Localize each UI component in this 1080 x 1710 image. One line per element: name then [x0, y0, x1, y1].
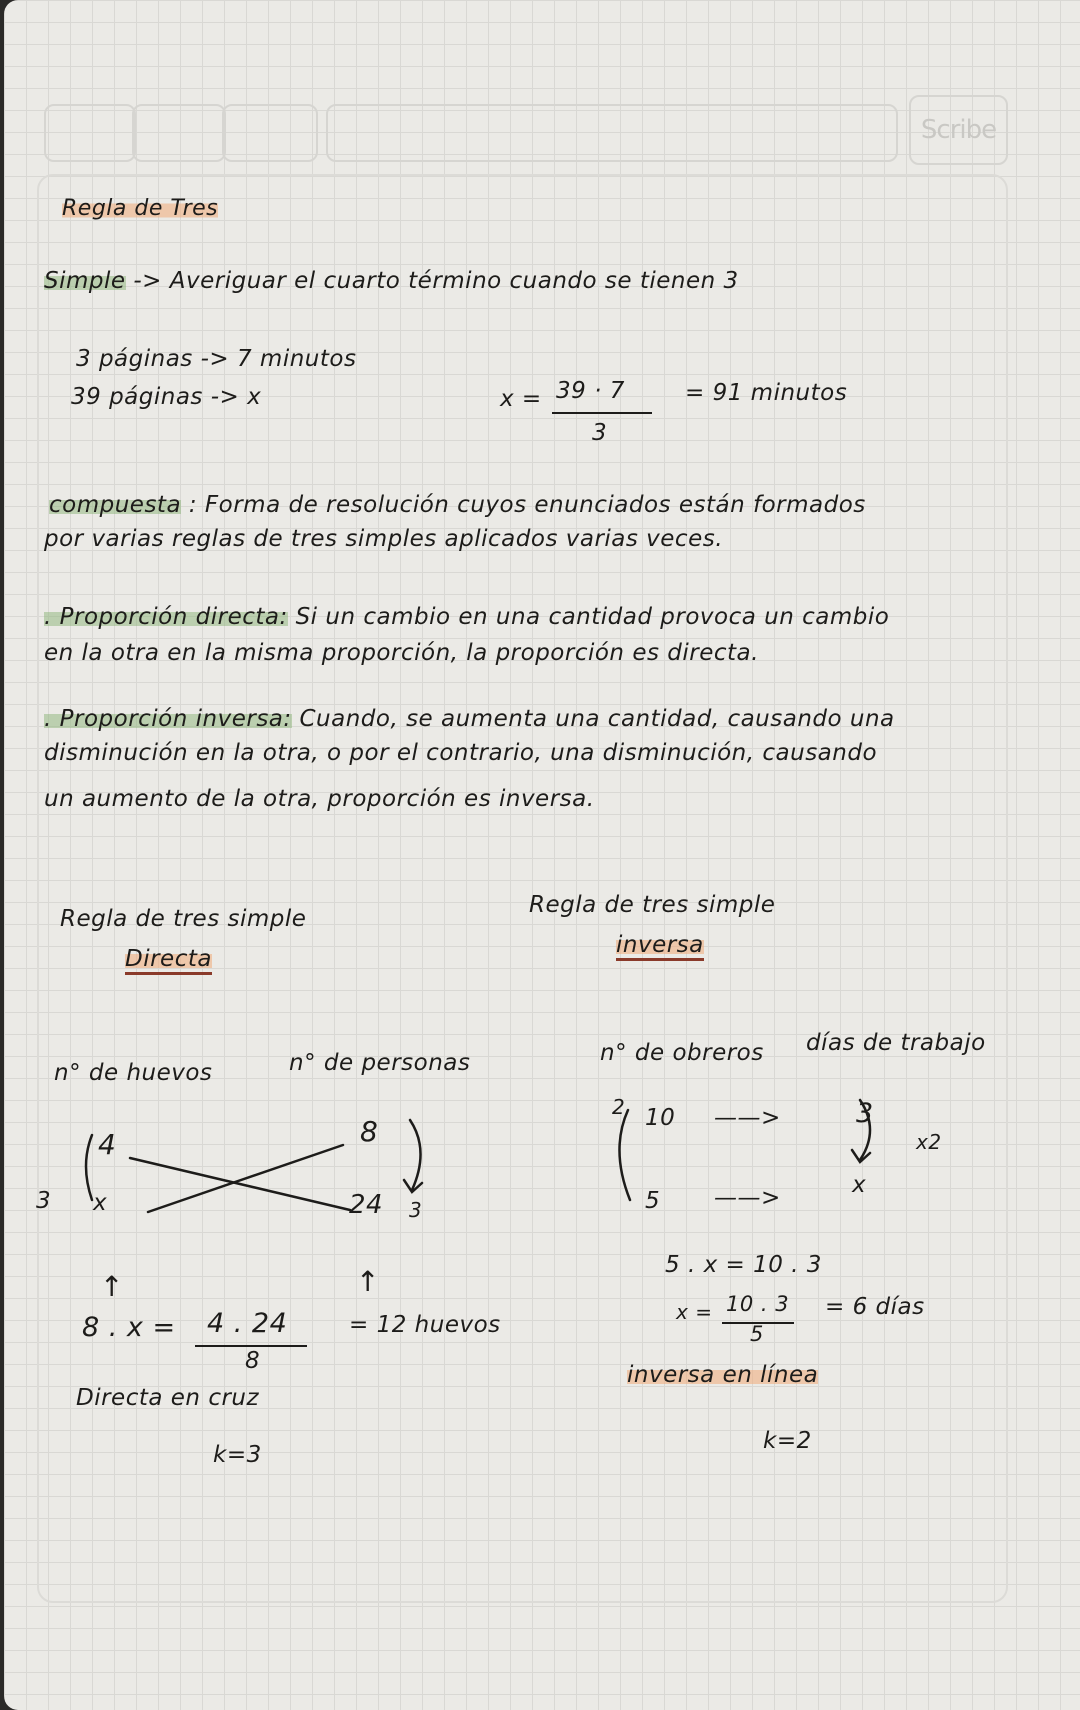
- factor: x2: [916, 1130, 942, 1154]
- sub: inversa: [616, 932, 704, 961]
- equation-result: = 6 días: [825, 1294, 925, 1320]
- constant-k: k=2: [763, 1428, 812, 1454]
- compuesta-line: por varias reglas de tres simples aplicados varias veces.: [44, 526, 724, 552]
- arrow-up-icon: ↑: [356, 1265, 380, 1298]
- constant-k: k=3: [213, 1442, 262, 1468]
- column-label: n° de huevos: [54, 1060, 213, 1086]
- value: x: [852, 1172, 867, 1198]
- left-heading: Regla de tres simple: [60, 906, 307, 932]
- value: 2: [612, 1095, 626, 1119]
- value: 5: [645, 1188, 661, 1214]
- bracket-arrow: [404, 1120, 422, 1192]
- fraction-denominator: 8: [245, 1348, 261, 1374]
- value: 3: [409, 1198, 423, 1222]
- equation-lhs: x =: [676, 1300, 713, 1324]
- simple-text: Averiguar el cuarto término cuando se tienen 3: [169, 268, 739, 294]
- column-label: n° de obreros: [600, 1040, 764, 1066]
- arrow: ——>: [714, 1185, 781, 1211]
- simple-line: [44, 268, 739, 294]
- directa-definition: en la otra en la misma proporción, la proporción es directa.: [44, 640, 759, 666]
- value: x: [93, 1190, 108, 1216]
- inversa-definition: un aumento de la otra, proporción es inversa.: [44, 786, 595, 812]
- label: . Proporción directa:: [44, 604, 288, 630]
- right-heading: Regla de tres simple: [529, 892, 776, 918]
- right-subheading: [616, 932, 704, 958]
- value: 3: [856, 1098, 874, 1129]
- compuesta-line: [49, 492, 866, 518]
- method-label: Directa en cruz: [76, 1385, 260, 1411]
- label: . Proporción inversa:: [44, 706, 292, 732]
- fraction-denominator: 3: [592, 420, 608, 446]
- method-label: [627, 1362, 818, 1388]
- value: 4: [98, 1128, 117, 1161]
- method: inversa en línea: [627, 1362, 819, 1388]
- fraction-bar: [552, 412, 652, 414]
- left-subheading: [125, 946, 212, 972]
- compuesta-label: compuesta: [49, 492, 182, 518]
- fraction-numerator: 10 . 3: [726, 1292, 790, 1316]
- simple-label: Simple: [44, 268, 126, 294]
- page-title: Regla de Tres: [62, 196, 219, 221]
- arrow: ->: [133, 268, 162, 294]
- value: 8: [360, 1115, 379, 1148]
- column-label: n° de personas: [289, 1050, 471, 1076]
- inversa-definition: disminución en la otra, o por el contrario, una disminución, causando: [44, 740, 878, 766]
- example-row: 39 páginas -> x: [71, 384, 262, 410]
- equation-lhs: x =: [500, 386, 542, 412]
- bracket-left: [86, 1135, 92, 1200]
- fraction-bar: [195, 1345, 307, 1347]
- inversa-definition: [44, 706, 895, 732]
- text: Cuando, se aumenta una cantidad, causando una: [299, 706, 895, 732]
- example-row: 3 páginas -> 7 minutos: [76, 346, 357, 372]
- value: 10: [645, 1105, 676, 1131]
- sub: Directa: [125, 946, 212, 975]
- value: 24: [349, 1190, 384, 1220]
- value: 3: [36, 1188, 52, 1214]
- equation-result: = 12 huevos: [349, 1312, 501, 1338]
- bracket-right-left: [619, 1110, 630, 1200]
- column-label: días de trabajo: [806, 1030, 986, 1056]
- directa-definition: [44, 604, 889, 630]
- cross-line: [130, 1158, 350, 1210]
- equation-result: = 91 minutos: [685, 380, 848, 406]
- equation-lhs: 8 . x =: [82, 1312, 176, 1343]
- scribe-logo: Scribe: [909, 95, 1008, 165]
- arrow: ——>: [714, 1105, 781, 1131]
- fraction-denominator: 5: [750, 1322, 764, 1346]
- text: : Forma de resolución cuyos enunciados están formados: [188, 492, 866, 518]
- fraction-numerator: 4 . 24: [207, 1308, 288, 1339]
- equation: 5 . x = 10 . 3: [665, 1252, 822, 1278]
- arrow-up-icon: ↑: [100, 1270, 124, 1303]
- text: Si un cambio en una cantidad provoca un cambio: [295, 604, 890, 630]
- fraction-numerator: 39 · 7: [556, 378, 625, 404]
